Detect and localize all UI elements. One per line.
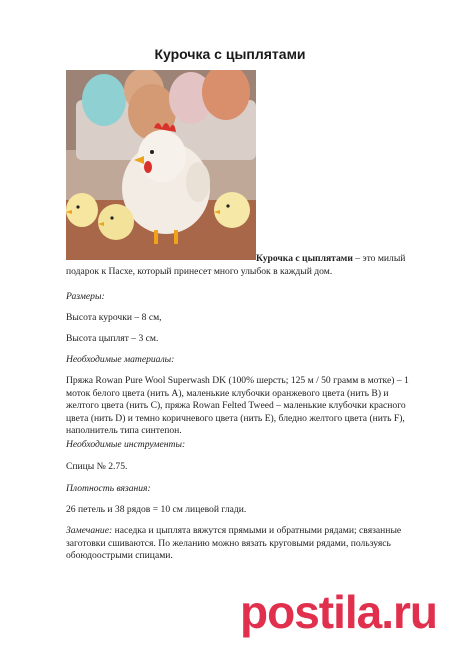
materials-text: Пряжа Rowan Pure Wool Superwash DK (100% шерсть; 125 м / 50 грамм в мотке) – 1 моток белого цвета (нить A), маленькие клубочки оранжевого цвета (нить B) и желтого цвета (нить C), пряжа Rowan Felted Tweed – маленькие клубочки красного цвета (нить D) и темно коричневого цвета (нить E), бледно желтого цвета (нить F), наполнитель типа синтепон. (66, 375, 409, 436)
size-hen: Высота курочки – 8 см, (66, 312, 162, 323)
sizes-heading: Размеры: (66, 291, 105, 302)
gauge-heading: Плотность вязания: (66, 483, 151, 494)
intro-lead-bold: Курочка с цыплятами (256, 253, 353, 264)
gauge-text: 26 петель и 38 рядов = 10 см лицевой глади. (66, 504, 247, 515)
photo-illustration (66, 70, 256, 260)
watermark-logo: postila.ru (240, 586, 438, 638)
intro-line-2: подарок к Пасхе, который принесет много улыбок в каждый дом. (66, 266, 333, 277)
page-title: Курочка с цыплятами (154, 46, 306, 62)
tools-text: Спицы № 2.75. (66, 461, 128, 472)
materials-heading: Необходимые материалы: (66, 354, 175, 365)
intro-line-1 (256, 253, 430, 266)
note-label: Замечание: (66, 525, 113, 536)
intro-lead-rest: – это милый (352, 253, 406, 264)
size-chick: Высота цыплят – 3 см. (66, 333, 159, 344)
note-text: наседка и цыплята вяжутся прямыми и обратными рядами; связанные заготовки сшиваются. По желанию можно вязать круговыми рядами, пользуясь обоюдоострыми спицами. (66, 525, 402, 561)
hen-and-chicks-photo (66, 70, 256, 260)
note-paragraph (66, 525, 420, 563)
tools-heading: Необходимые инструменты: (66, 439, 186, 450)
